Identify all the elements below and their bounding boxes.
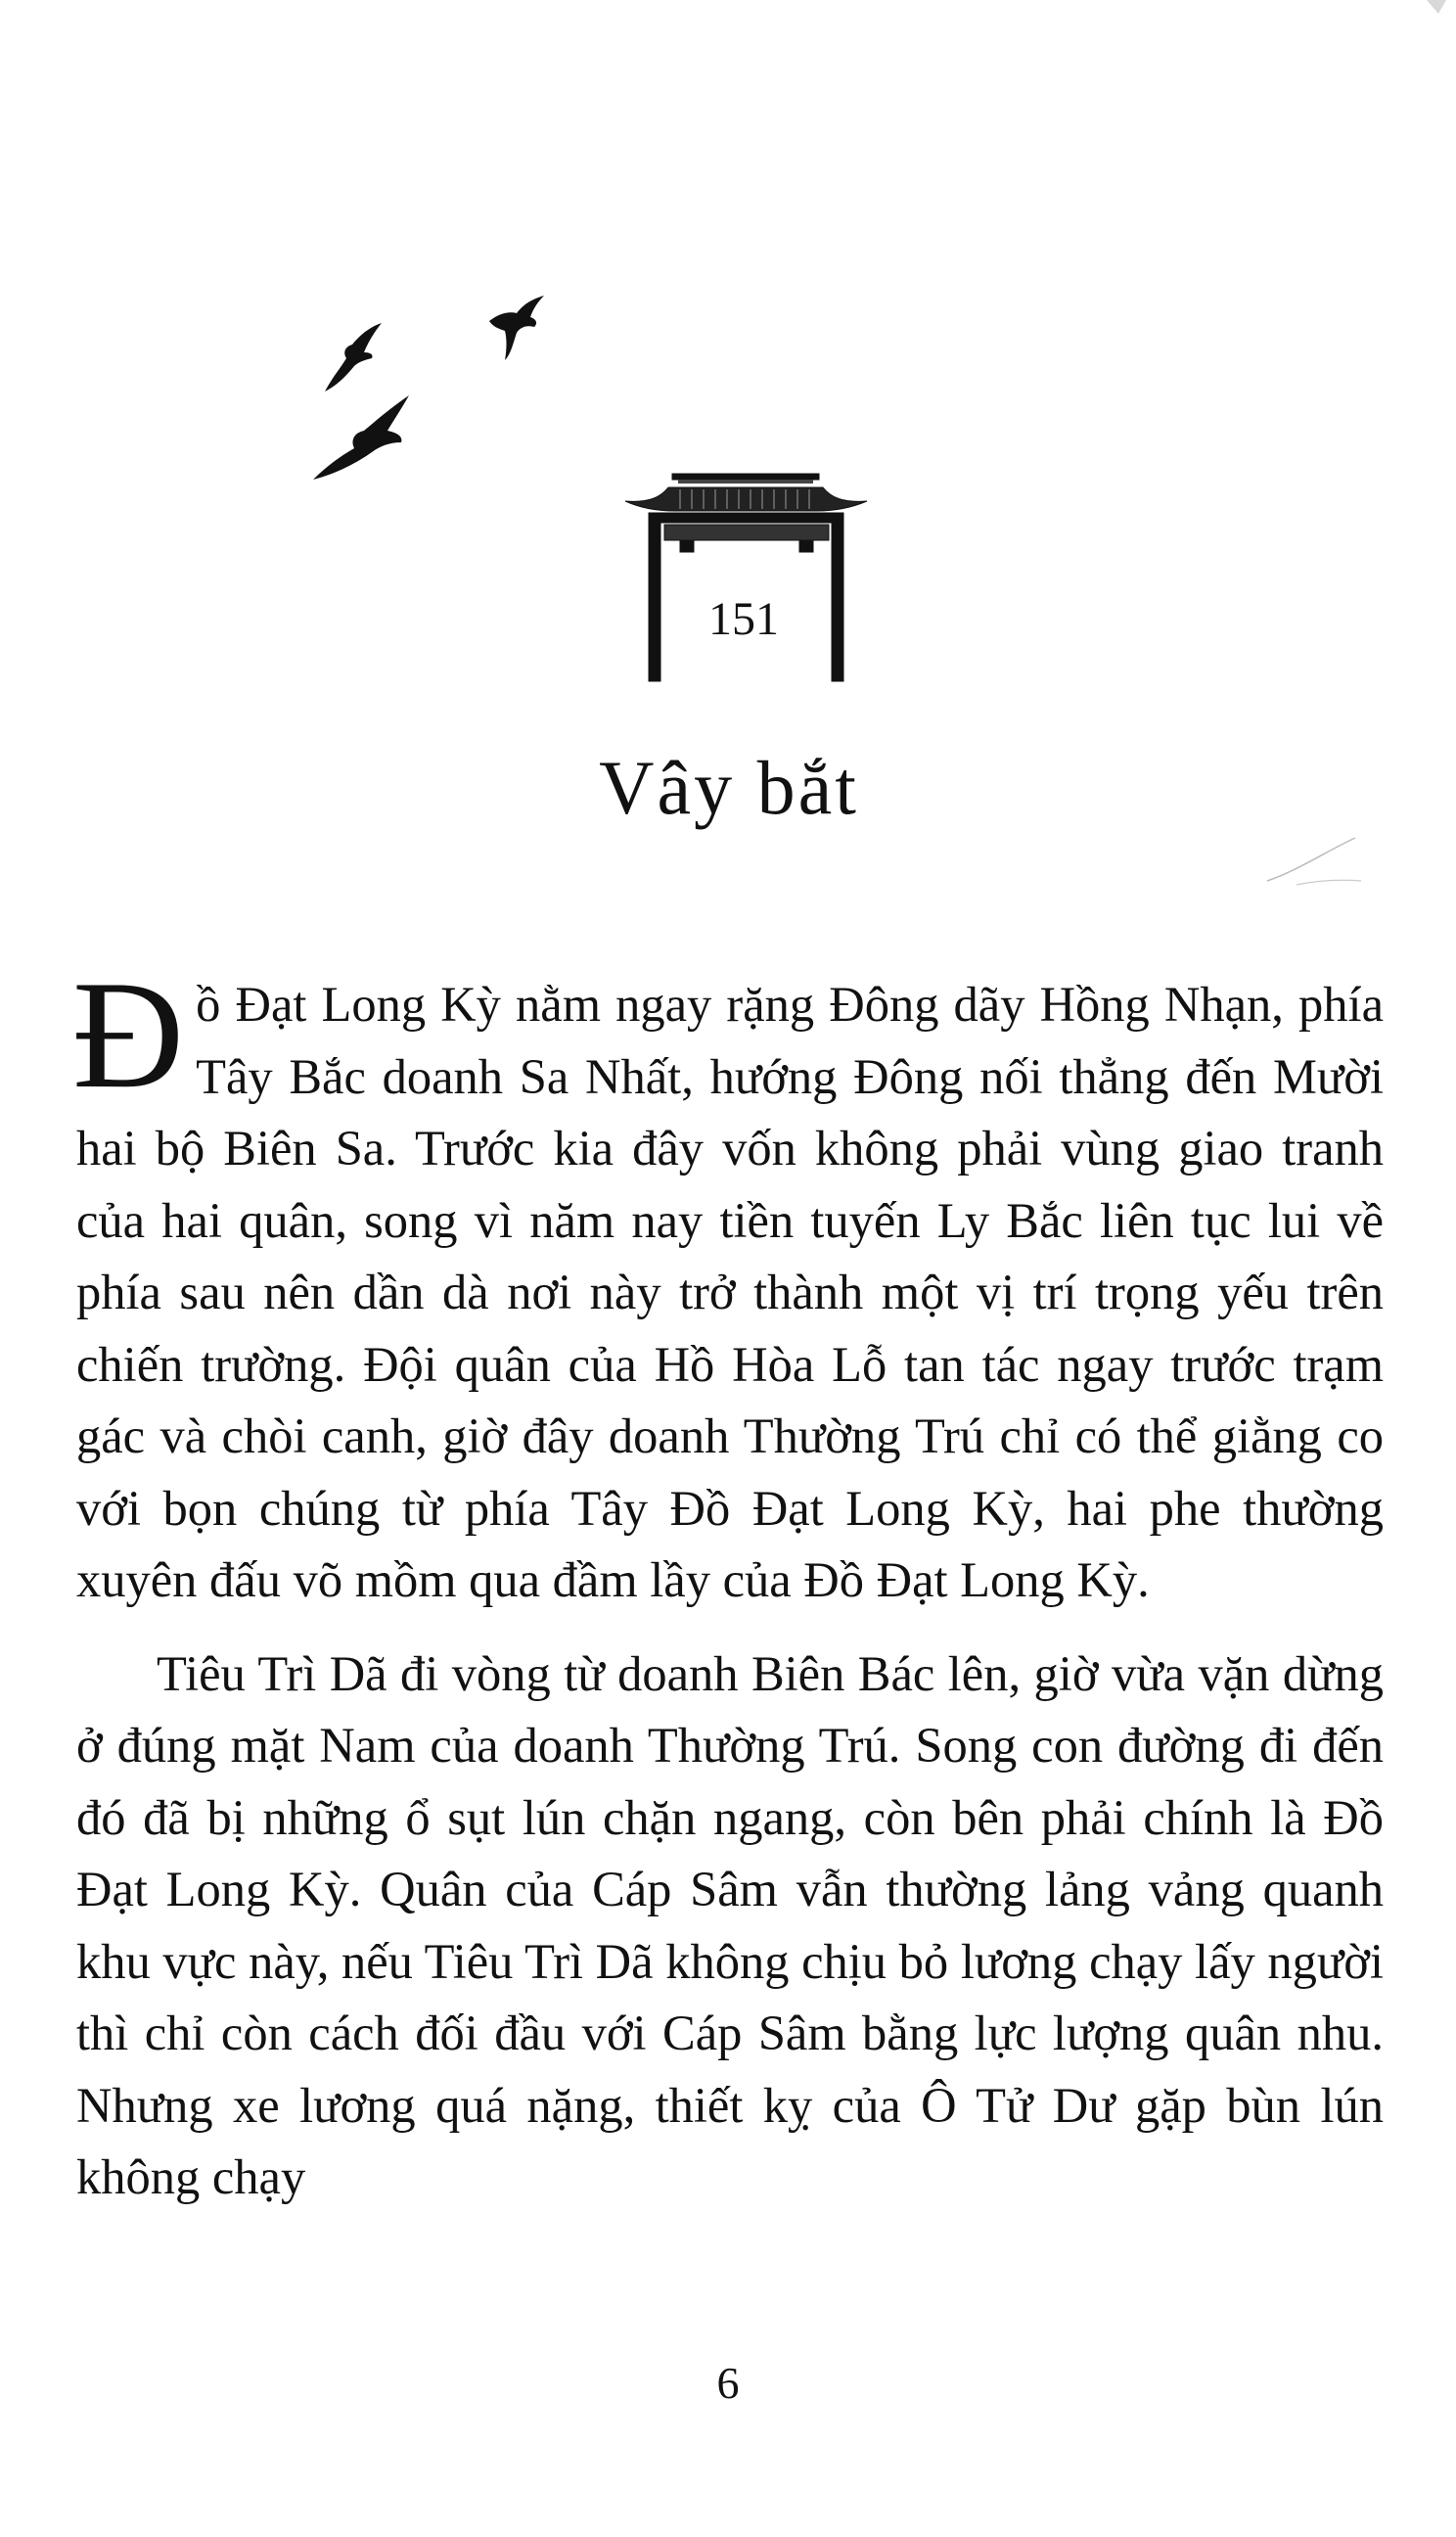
paragraph-1-text: ồ Đạt Long Kỳ nằm ngay rặng Đông dãy Hồng Nhạn, phía Tây Bắc doanh Sa Nhất, hướng Đông nối thẳng đến Mười hai bộ Biên Sa. Trước kia đây vốn không phải vùng giao tranh của hai quân, song vì năm nay tiền tuyến Ly Bắc liên tục lui về phía sau nên dần dà nơi này trở thành một vị trí trọng yếu trên chiến trường. Đội quân của Hồ Hòa Lỗ tan tác ngay trước trạm gác và chòi canh, giờ đây doanh Thường Trú chỉ có thể giằng co với bọn chúng từ phía Tây Đồ Đạt Long Kỳ, hai phe thường xuyên đấu võ mồm qua đầm lầy của Đồ Đạt Long Kỳ.: [76, 977, 1384, 1607]
paragraph-2: Tiêu Trì Dã đi vòng từ doanh Biên Bác lên, giờ vừa vặn dừng ở đúng mặt Nam của doanh Thường Trú. Song con đường đi đến đó đã bị những ổ sụt lún chặn ngang, còn bên phải chính là Đồ Đạt Long Kỳ. Quân của Cáp Sâm vẫn thường lảng vảng quanh khu vực này, nếu Tiêu Trì Dã không chịu bỏ lương chạy lấy người thì chỉ còn cách đối đầu với Cáp Sâm bằng lực lượng quân nhu. Nhưng xe lương quá nặng, thiết kỵ của Ô Tử Dư gặp bùn lún không chạy: [76, 1645, 1384, 2204]
gate-illustration-icon: [621, 468, 871, 683]
paragraph-1: [72, 949, 1384, 1617]
flying-birds-icon: [313, 284, 646, 499]
decorative-flourish-icon: [1257, 832, 1365, 891]
drop-cap: Đ: [72, 949, 185, 1121]
page-number: 6: [716, 2358, 740, 2408]
chapter-number: 151: [708, 593, 779, 645]
chapter-title: Vây bắt: [599, 745, 859, 830]
page-corner-mark-icon: [1407, 0, 1456, 39]
chapter-body: [72, 949, 1384, 2214]
